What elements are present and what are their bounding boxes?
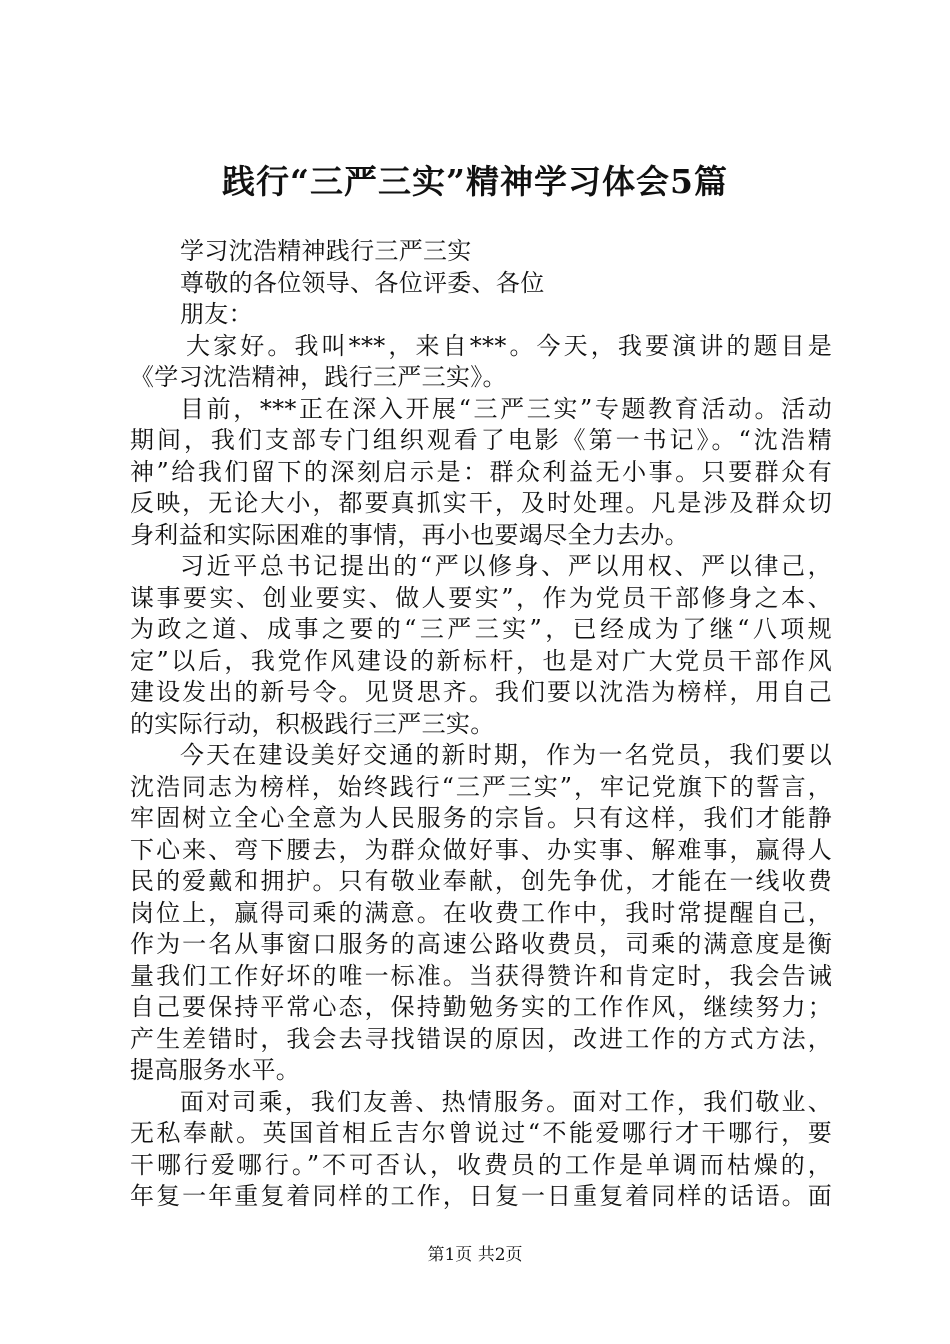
text-line: 作为一名从事窗口服务的高速公路收费员，司乘的满意度是衡 bbox=[130, 930, 832, 958]
document-title: 践行“三严三实”精神学习体会5篇 bbox=[222, 162, 728, 201]
text-line: 反映，无论大小，都要真抓实干，及时处理。凡是涉及群众切 bbox=[130, 489, 832, 517]
text-line: 自己要保持平常心态，保持勤勉务实的工作作风，继续努力； bbox=[130, 993, 832, 1021]
text-line: 沈浩同志为榜样，始终践行“三严三实”，牢记党旗下的誓言， bbox=[130, 772, 832, 801]
text-line: 定”以后，我党作风建设的新标杆，也是对广大党员干部作风 bbox=[130, 646, 832, 675]
text-line: 面对司乘，我们友善、热情服务。面对工作，我们敬业、 bbox=[180, 1087, 832, 1116]
text-line: 神”给我们留下的深刻启示是：群众利益无小事。只要群众有 bbox=[130, 457, 832, 486]
text-line: 期间，我们支部专门组织观看了电影《第一书记》。“沈浩精 bbox=[130, 426, 832, 454]
text-line: 今天在建设美好交通的新时期，作为一名党员，我们要以 bbox=[180, 741, 832, 769]
text-line: 大家好。我叫***，来自***。今天，我要演讲的题目是 bbox=[186, 331, 832, 360]
text-line: 无私奉献。英国首相丘吉尔曾说过“不能爱哪行才干哪行，要 bbox=[130, 1119, 832, 1147]
text-line: 年复一年重复着同样的工作，日复一日重复着同样的话语。面 bbox=[130, 1182, 832, 1210]
text-line: 目前，***正在深入开展“三严三实”专题教育活动。活动 bbox=[180, 394, 832, 423]
text-line: 产生差错时，我会去寻找错误的原因，改进工作的方式方法， bbox=[130, 1024, 832, 1053]
text-line: 朋友： bbox=[180, 300, 253, 328]
text-line: 量我们工作好坏的唯一标准。当获得赞许和肯定时，我会告诫 bbox=[130, 961, 832, 990]
text-line: 的实际行动，积极践行三严三实。 bbox=[130, 709, 495, 738]
text-line: 习近平总书记提出的“严以修身、严以用权、严以律己， bbox=[180, 552, 832, 580]
text-line: 为政之道、成事之要的“三严三实”，已经成为了继“八项规 bbox=[130, 615, 832, 643]
text-line: 建设发出的新号令。见贤思齐。我们要以沈浩为榜样，用自己 bbox=[130, 678, 832, 706]
text-line: 民的爱戴和拥护。只有敬业奉献，创先争优，才能在一线收费 bbox=[130, 867, 832, 895]
text-line: 牢固树立全心全意为人民服务的宗旨。只有这样，我们才能静 bbox=[130, 804, 832, 832]
document-body bbox=[130, 236, 832, 1213]
text-line: 尊敬的各位领导、各位评委、各位 bbox=[180, 268, 545, 297]
text-line: 身利益和实际困难的事情，再小也要竭尽全力去办。 bbox=[130, 520, 689, 549]
text-line: 《学习沈浩精神，践行三严三实》。 bbox=[130, 363, 507, 391]
page-number-footer: 第1页 共2页 bbox=[427, 1245, 523, 1265]
text-line: 学习沈浩精神践行三严三实 bbox=[180, 237, 472, 265]
text-line: 岗位上，赢得司乘的满意。在收费工作中，我时常提醒自己， bbox=[130, 898, 832, 927]
text-line: 提高服务水平。 bbox=[130, 1056, 301, 1084]
text-line: 谋事要实、创业要实、做人要实”，作为党员干部修身之本、 bbox=[130, 583, 832, 612]
text-line: 下心来、弯下腰去，为群众做好事、办实事、解难事，赢得人 bbox=[130, 835, 832, 864]
text-line: 干哪行爱哪行。”不可否认，收费员的工作是单调而枯燥的， bbox=[130, 1150, 832, 1179]
